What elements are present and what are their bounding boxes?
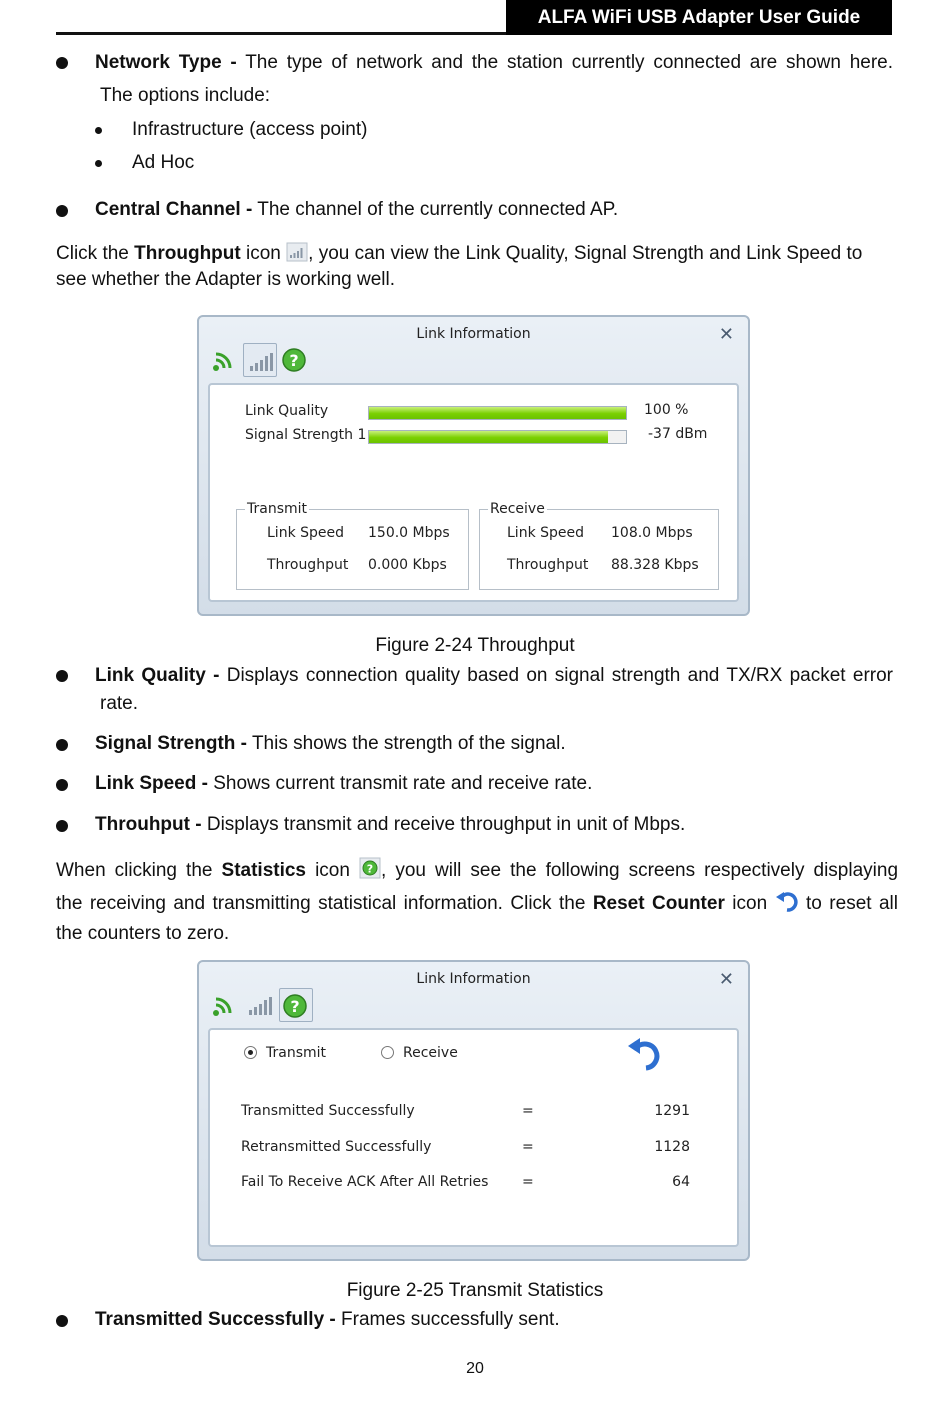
network-type-desc-2: The options include: <box>100 85 271 106</box>
transmitted-successfully-term: Transmitted Successfully - <box>95 1309 336 1330</box>
tx-throughput-value: 0.000 Kbps <box>368 557 447 573</box>
statistics-paragraph-line-1 <box>56 857 898 885</box>
rx-link-speed-label: Link Speed <box>507 525 585 541</box>
throughput-term: Throuhput - <box>95 814 202 835</box>
window-title: Link Information <box>416 971 531 987</box>
radio-receive[interactable] <box>381 1046 394 1059</box>
signal-bars-icon[interactable] <box>243 988 277 1022</box>
link-quality-value: 100 % <box>644 402 689 418</box>
stat-row-eq: = <box>522 1103 534 1119</box>
link-quality-term: Link Quality - <box>95 665 220 686</box>
help-icon[interactable] <box>279 343 313 377</box>
tx-link-speed-value: 150.0 Mbps <box>368 525 450 541</box>
signal-strength-term: Signal Strength - <box>95 733 247 754</box>
throughput-desc: Displays transmit and receive throughput in unit of Mbps. <box>206 814 686 835</box>
svg-text:?: ? <box>290 997 300 1016</box>
radio-receive-label: Receive <box>403 1045 458 1061</box>
transmitted-successfully-desc: Frames successfully sent. <box>341 1309 560 1330</box>
para1-mid: icon <box>246 243 281 264</box>
central-channel-desc: The channel of the currently connected AP. <box>257 199 619 220</box>
para2-line2-pre: the receiving and transmitting statistical information. Click the <box>56 893 586 914</box>
receive-groupbox <box>479 501 719 590</box>
wifi-icon[interactable] <box>207 988 241 1022</box>
statistics-paragraph-line-2 <box>56 890 898 918</box>
central-channel-term: Central Channel - <box>95 199 253 220</box>
bullet-marker <box>56 1315 68 1327</box>
svg-text:?: ? <box>366 862 374 876</box>
statistics-icon <box>359 857 381 885</box>
rx-link-speed-value: 108.0 Mbps <box>611 525 693 541</box>
reset-counter-icon <box>775 890 799 918</box>
link-speed-desc: Shows current transmit rate and receive rate. <box>213 773 593 794</box>
receive-legend: Receive <box>490 501 545 517</box>
signal-strength-line <box>95 733 566 755</box>
bullet-marker <box>56 205 68 217</box>
signal-strength-label: Signal Strength 1 <box>245 427 367 443</box>
reset-counter-icon[interactable] <box>624 1034 664 1072</box>
stat-row-label: Transmitted Successfully <box>241 1103 415 1119</box>
tx-link-speed-label: Link Speed <box>267 525 345 541</box>
signal-bars-icon <box>286 242 308 268</box>
signal-bars-icon[interactable] <box>243 343 277 377</box>
para1-pre: Click the <box>56 243 129 264</box>
network-type-term: Network Type - <box>95 52 237 73</box>
stat-row-value: 1291 <box>654 1103 690 1119</box>
link-speed-term: Link Speed - <box>95 773 208 794</box>
window-title: Link Information <box>416 326 531 342</box>
stat-row-eq: = <box>522 1174 534 1190</box>
throughput-line <box>95 814 685 836</box>
para2-post1: , you will see the following screens respectively displaying <box>380 860 899 881</box>
transmit-legend: Transmit <box>247 501 308 517</box>
help-icon[interactable] <box>279 988 313 1022</box>
page-number: 20 <box>466 1360 484 1377</box>
throughput-panel <box>208 383 739 602</box>
radio-transmit-label: Transmit <box>266 1045 327 1061</box>
link-information-window-throughput <box>197 315 750 616</box>
para2-bold-reset-counter: Reset Counter <box>592 893 725 914</box>
para2-post2: to reset all <box>806 893 898 914</box>
para2-mid2: icon <box>732 893 768 914</box>
link-quality-label: Link Quality <box>245 403 329 419</box>
signal-strength-value: -37 dBm <box>648 426 708 442</box>
stat-row-value: 1128 <box>654 1139 690 1155</box>
sub-bullet-marker <box>95 127 102 134</box>
radio-transmit[interactable] <box>244 1046 257 1059</box>
link-quality-bar <box>368 406 627 420</box>
network-type-desc: The type of network and the station currently connected are shown here. <box>245 52 894 73</box>
signal-strength-bar-fill <box>369 431 608 443</box>
signal-strength-bar <box>368 430 627 444</box>
central-channel-line <box>95 199 618 221</box>
tx-throughput-label: Throughput <box>267 557 349 573</box>
option-adhoc: Ad Hoc <box>132 152 195 173</box>
stat-row-eq: = <box>522 1139 534 1155</box>
transmit-groupbox <box>236 501 469 590</box>
network-type-line <box>95 52 893 74</box>
link-quality-desc-2: rate. <box>100 693 139 714</box>
link-quality-line <box>95 665 893 687</box>
header-title: ALFA WiFi USB Adapter User Guide <box>506 0 892 35</box>
bullet-marker <box>56 57 68 69</box>
bullet-marker <box>56 779 68 791</box>
link-quality-desc: Displays connection quality based on signal strength and TX/RX packet error <box>226 665 893 686</box>
para1-bold: Throughput <box>134 243 241 264</box>
para2-mid1: icon <box>315 860 350 881</box>
bullet-marker <box>56 670 68 682</box>
link-information-window-statistics <box>197 960 750 1261</box>
close-icon[interactable]: ✕ <box>718 324 734 345</box>
wifi-icon[interactable] <box>207 343 241 377</box>
close-icon[interactable]: ✕ <box>718 969 734 990</box>
bullet-marker <box>56 820 68 832</box>
link-quality-bar-fill <box>369 407 626 419</box>
statistics-paragraph-line-3: the counters to zero. <box>56 923 230 944</box>
svg-text:?: ? <box>289 351 299 370</box>
throughput-paragraph-line-1 <box>56 242 894 268</box>
transmitted-successfully-line <box>95 1309 560 1331</box>
bullet-marker <box>56 739 68 751</box>
option-infrastructure: Infrastructure (access point) <box>132 119 368 140</box>
sub-bullet-marker <box>95 160 102 167</box>
link-speed-line <box>95 773 592 795</box>
throughput-paragraph-line-2: see whether the Adapter is working well. <box>56 269 396 290</box>
para1-post: , you can view the Link Quality, Signal Strength and Link Speed to <box>308 243 863 264</box>
rx-throughput-label: Throughput <box>507 557 589 573</box>
rx-throughput-value: 88.328 Kbps <box>611 557 699 573</box>
stat-row-value: 64 <box>672 1174 690 1190</box>
statistics-panel <box>208 1028 739 1247</box>
figure-2-25-caption: Figure 2-25 Transmit Statistics <box>346 1280 604 1301</box>
signal-strength-desc: This shows the strength of the signal. <box>251 733 566 754</box>
para2-pre: When clicking the <box>56 860 213 881</box>
stat-row-label: Retransmitted Successfully <box>241 1139 432 1155</box>
para2-bold-statistics: Statistics <box>221 860 306 881</box>
stat-row-label: Fail To Receive ACK After All Retries <box>241 1174 489 1190</box>
figure-2-24-caption: Figure 2-24 Throughput <box>375 635 575 656</box>
